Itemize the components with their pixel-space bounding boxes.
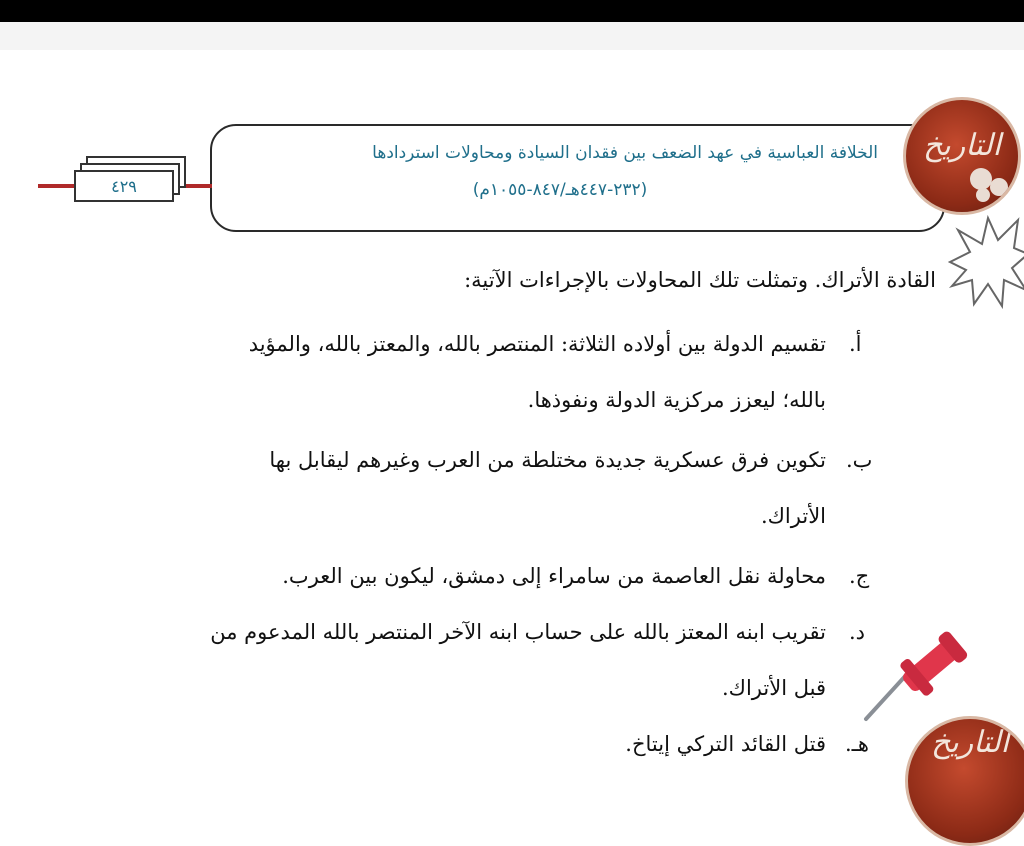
chapter-dates: (٢٣٢-٤٤٧هـ/٨٤٧-١٠٥٥م)	[472, 180, 648, 200]
item-marker-b: ب.	[846, 448, 873, 472]
item-c-line-1: محاولة نقل العاصمة من سامراء إلى دمشق، ليكون بين العرب.	[282, 564, 826, 588]
seal-label-bottom: التاريخ	[931, 725, 1009, 760]
seal-label: التاريخ	[923, 128, 1001, 163]
item-b-line-2: الأتراك.	[760, 504, 826, 528]
top-status-bar	[0, 0, 1024, 22]
intro-line: القادة الأتراك. وتمثلت تلك المحاولات بالإجراءات الآتية:	[464, 268, 936, 292]
history-seal-icon	[903, 97, 1021, 215]
chapter-header-box	[210, 124, 945, 232]
starburst-icon	[948, 210, 1024, 310]
item-b-line-1: تكوين فرق عسكرية جديدة مختلطة من العرب وغيرهم ليقابل بها	[269, 448, 826, 472]
toolbar-strip	[0, 22, 1024, 50]
item-a-line-1: تقسيم الدولة بين أولاده الثلاثة: المنتصر بالله، والمعتز بالله، والمؤيد	[248, 332, 826, 356]
item-d-line-2: قبل الأتراك.	[721, 676, 826, 700]
pushpin-icon	[860, 625, 980, 725]
item-d-line-1: تقريب ابنه المعتز بالله على حساب ابنه الآخر المنتصر بالله المدعوم من	[210, 620, 826, 644]
history-seal-bottom-icon	[905, 716, 1024, 846]
item-a-line-2: بالله؛ ليعزز مركزية الدولة ونفوذها.	[527, 388, 826, 412]
item-marker-c: ج.	[849, 564, 870, 588]
item-marker-a: أ.	[849, 332, 862, 356]
page-number: ٤٢٩	[74, 170, 174, 202]
item-e-line-1: قتل القائد التركي إيتاخ.	[625, 732, 826, 756]
item-marker-e: هـ.	[845, 732, 869, 756]
chapter-title: الخلافة العباسية في عهد الضعف بين فقدان السيادة ومحاولات استردادها	[372, 143, 878, 163]
page-rule-left	[38, 184, 75, 188]
item-marker-d: د.	[849, 620, 866, 644]
